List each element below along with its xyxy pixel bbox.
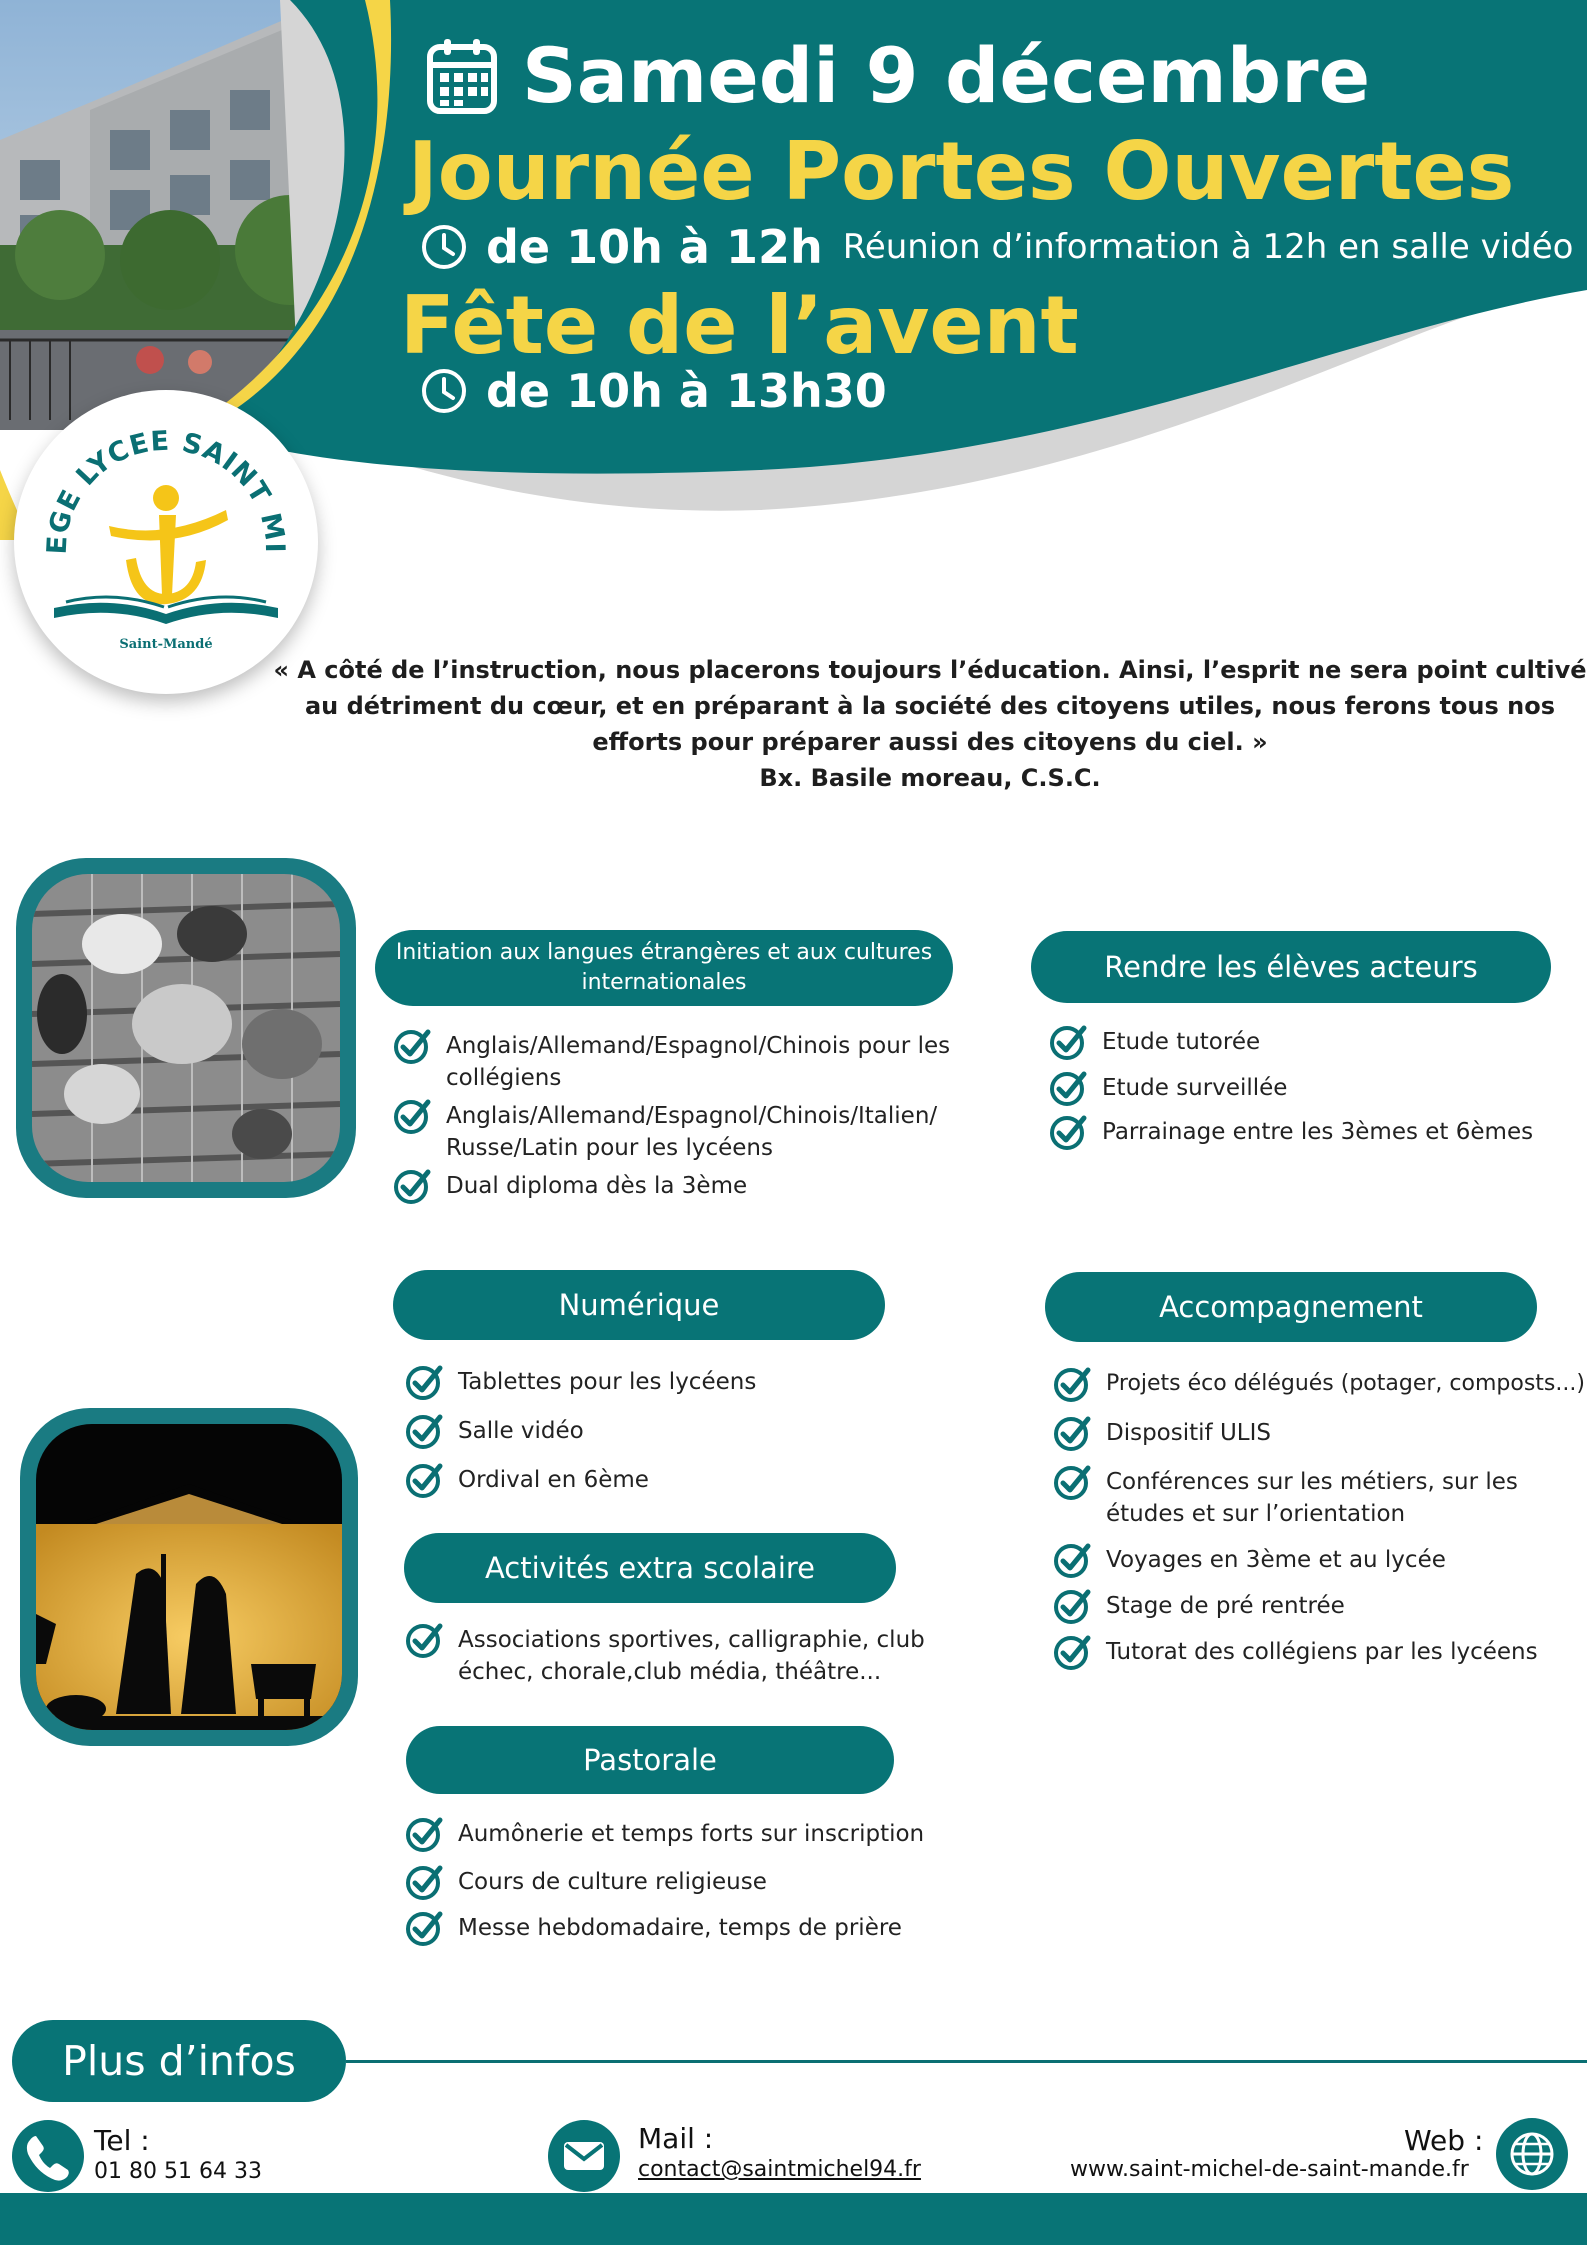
open-day-hours: de 10h à 12h (486, 220, 823, 274)
extracurricular-section-title: Activités extra scolaire (404, 1533, 896, 1603)
mail-icon (548, 2120, 620, 2192)
check-circle-icon (392, 1166, 432, 1206)
check-circle-icon (1048, 1112, 1088, 1152)
check-circle-icon (404, 1620, 444, 1660)
quote-author: Bx. Basile moreau, C.S.C. (759, 764, 1101, 792)
list-item (1052, 1636, 1587, 1676)
list-item (404, 1866, 964, 1912)
check-circle-icon (1048, 1068, 1088, 1108)
phone-label: Tel : (94, 2124, 150, 2157)
support-section-title: Accompagnement (1045, 1272, 1537, 1342)
school-logo (14, 390, 318, 694)
list-item (1048, 1072, 1568, 1116)
list-item (1048, 1026, 1568, 1072)
student-actors-section-title: Rendre les élèves acteurs (1031, 931, 1551, 1003)
languages-section-title: Initiation aux langues étrangères et aux cultures internationales (375, 930, 953, 1006)
check-circle-icon (404, 1411, 444, 1451)
nativity-photo (36, 1424, 342, 1730)
check-circle-icon (404, 1460, 444, 1500)
check-circle-icon (1052, 1462, 1092, 1502)
list-item (404, 1818, 964, 1866)
list-item (404, 1415, 924, 1464)
phone-number[interactable]: 01 80 51 64 33 (94, 2159, 262, 2184)
list-item (392, 1170, 952, 1210)
mail-link[interactable]: contact@saintmichel94.fr (638, 2157, 921, 2182)
check-circle-icon (392, 1096, 432, 1136)
list-item (404, 1624, 984, 1690)
svg-text:COLLEGE LYCEE SAINT MICHEL (14, 390, 290, 555)
advent-fair-hours: de 10h à 13h30 (486, 364, 887, 418)
list-item (1052, 1590, 1587, 1636)
list-item-text: Anglais/Allemand/Espagnol/Chinois pour les collégiens (446, 1033, 951, 1091)
list-item (1052, 1466, 1587, 1544)
logo-place-text: Saint-Mandé (119, 637, 213, 652)
check-circle-icon (1052, 1632, 1092, 1672)
list-item (404, 1912, 964, 1952)
advent-fair-time (420, 364, 887, 418)
list-item-text: Projets éco délégués (potager, composts...) (1106, 1371, 1585, 1396)
list-item-text: Voyages en 3ème et au lycée (1106, 1547, 1446, 1573)
mail-label: Mail : (638, 2122, 714, 2155)
footer-band (0, 2193, 1587, 2245)
web-label: Web : (1404, 2124, 1484, 2157)
list-item (1048, 1116, 1568, 1156)
students-stairs-photo (32, 874, 340, 1182)
list-item-text: Etude surveillée (1102, 1075, 1288, 1101)
list-item (392, 1030, 952, 1100)
check-circle-icon (404, 1362, 444, 1402)
check-circle-icon (1052, 1540, 1092, 1580)
open-day-title: Journée Portes Ouvertes (408, 125, 1515, 218)
list-item-text: Conférences sur les métiers, sur les études et sur l’orientation (1106, 1469, 1518, 1527)
list-item (1052, 1544, 1587, 1590)
list-item-text: Tutorat des collégiens par les lycéens (1106, 1639, 1538, 1665)
check-circle-icon (1052, 1413, 1092, 1453)
list-item-text: Associations sportives, calligraphie, club échec, chorale,club média, théâtre... (458, 1627, 925, 1685)
list-item-text: Salle vidéo (458, 1418, 584, 1444)
logo-ring-text: EGE LYCEE SAINT MI (41, 425, 291, 556)
open-day-time (420, 220, 1573, 274)
phone-icon (12, 2120, 84, 2192)
globe-icon (1496, 2118, 1568, 2190)
check-circle-icon (1052, 1586, 1092, 1626)
list-item-text: Ordival en 6ème (458, 1467, 649, 1493)
advent-fair-title: Fête de l’avent (400, 279, 1079, 372)
list-item-text: Anglais/Allemand/Espagnol/Chinois/Italien/ Russe/Latin pour les lycéens (446, 1103, 938, 1161)
nativity-photo-frame (20, 1408, 358, 1746)
list-item (404, 1464, 924, 1504)
date-heading (426, 28, 1370, 124)
extracurricular-list (404, 1624, 984, 1690)
check-circle-icon (1052, 1364, 1092, 1404)
list-item-text: Stage de pré rentrée (1106, 1593, 1345, 1619)
website-link[interactable]: www.saint-michel-de-saint-mande.fr (1070, 2157, 1469, 2182)
list-item (1052, 1368, 1587, 1417)
info-meeting-note: Réunion d’information à 12h en salle vidéo (842, 227, 1574, 267)
footer-divider (346, 2060, 1587, 2063)
digital-list (404, 1366, 924, 1504)
date-text: Samedi 9 décembre (522, 31, 1371, 120)
list-item-text: Etude tutorée (1102, 1029, 1261, 1055)
students-stairs-photo-frame (16, 858, 356, 1198)
list-item-text: Dispositif ULIS (1106, 1420, 1271, 1446)
quote-text: « A côté de l’instruction, nous placerons toujours l’éducation. Ainsi, l’esprit ne sera point cultivé au détriment du cœur, et en préparant à la société des citoyens utiles, nous ferons tous nos efforts pour préparer aussi des citoyens du ciel. » (273, 656, 1587, 756)
check-circle-icon (1048, 1022, 1088, 1062)
check-circle-icon (404, 1814, 444, 1854)
list-item-text: Aumônerie et temps forts sur inscription (458, 1821, 925, 1847)
list-item-text: Cours de culture religieuse (458, 1869, 767, 1895)
clock-icon (420, 223, 468, 271)
check-circle-icon (404, 1862, 444, 1902)
list-item (392, 1100, 952, 1170)
more-info-label: Plus d’infos (12, 2020, 346, 2102)
list-item-text: Tablettes pour les lycéens (458, 1369, 757, 1395)
check-circle-icon (392, 1026, 432, 1066)
list-item (404, 1366, 924, 1415)
digital-section-title: Numérique (393, 1270, 885, 1340)
anchor-figure-icon (109, 485, 228, 604)
list-item (1052, 1417, 1587, 1466)
languages-list (392, 1030, 952, 1210)
clock-icon (420, 367, 468, 415)
list-item-text: Messe hebdomadaire, temps de prière (458, 1915, 902, 1941)
check-circle-icon (404, 1908, 444, 1948)
pastoral-list (404, 1818, 964, 1952)
support-list (1052, 1368, 1587, 1676)
calendar-icon (426, 37, 498, 115)
pastoral-section-title: Pastorale (406, 1726, 894, 1794)
list-item-text: Dual diploma dès la 3ème (446, 1173, 748, 1199)
founder-quote (270, 652, 1587, 796)
student-actors-list (1048, 1026, 1568, 1156)
list-item-text: Parrainage entre les 3èmes et 6èmes (1102, 1119, 1534, 1145)
